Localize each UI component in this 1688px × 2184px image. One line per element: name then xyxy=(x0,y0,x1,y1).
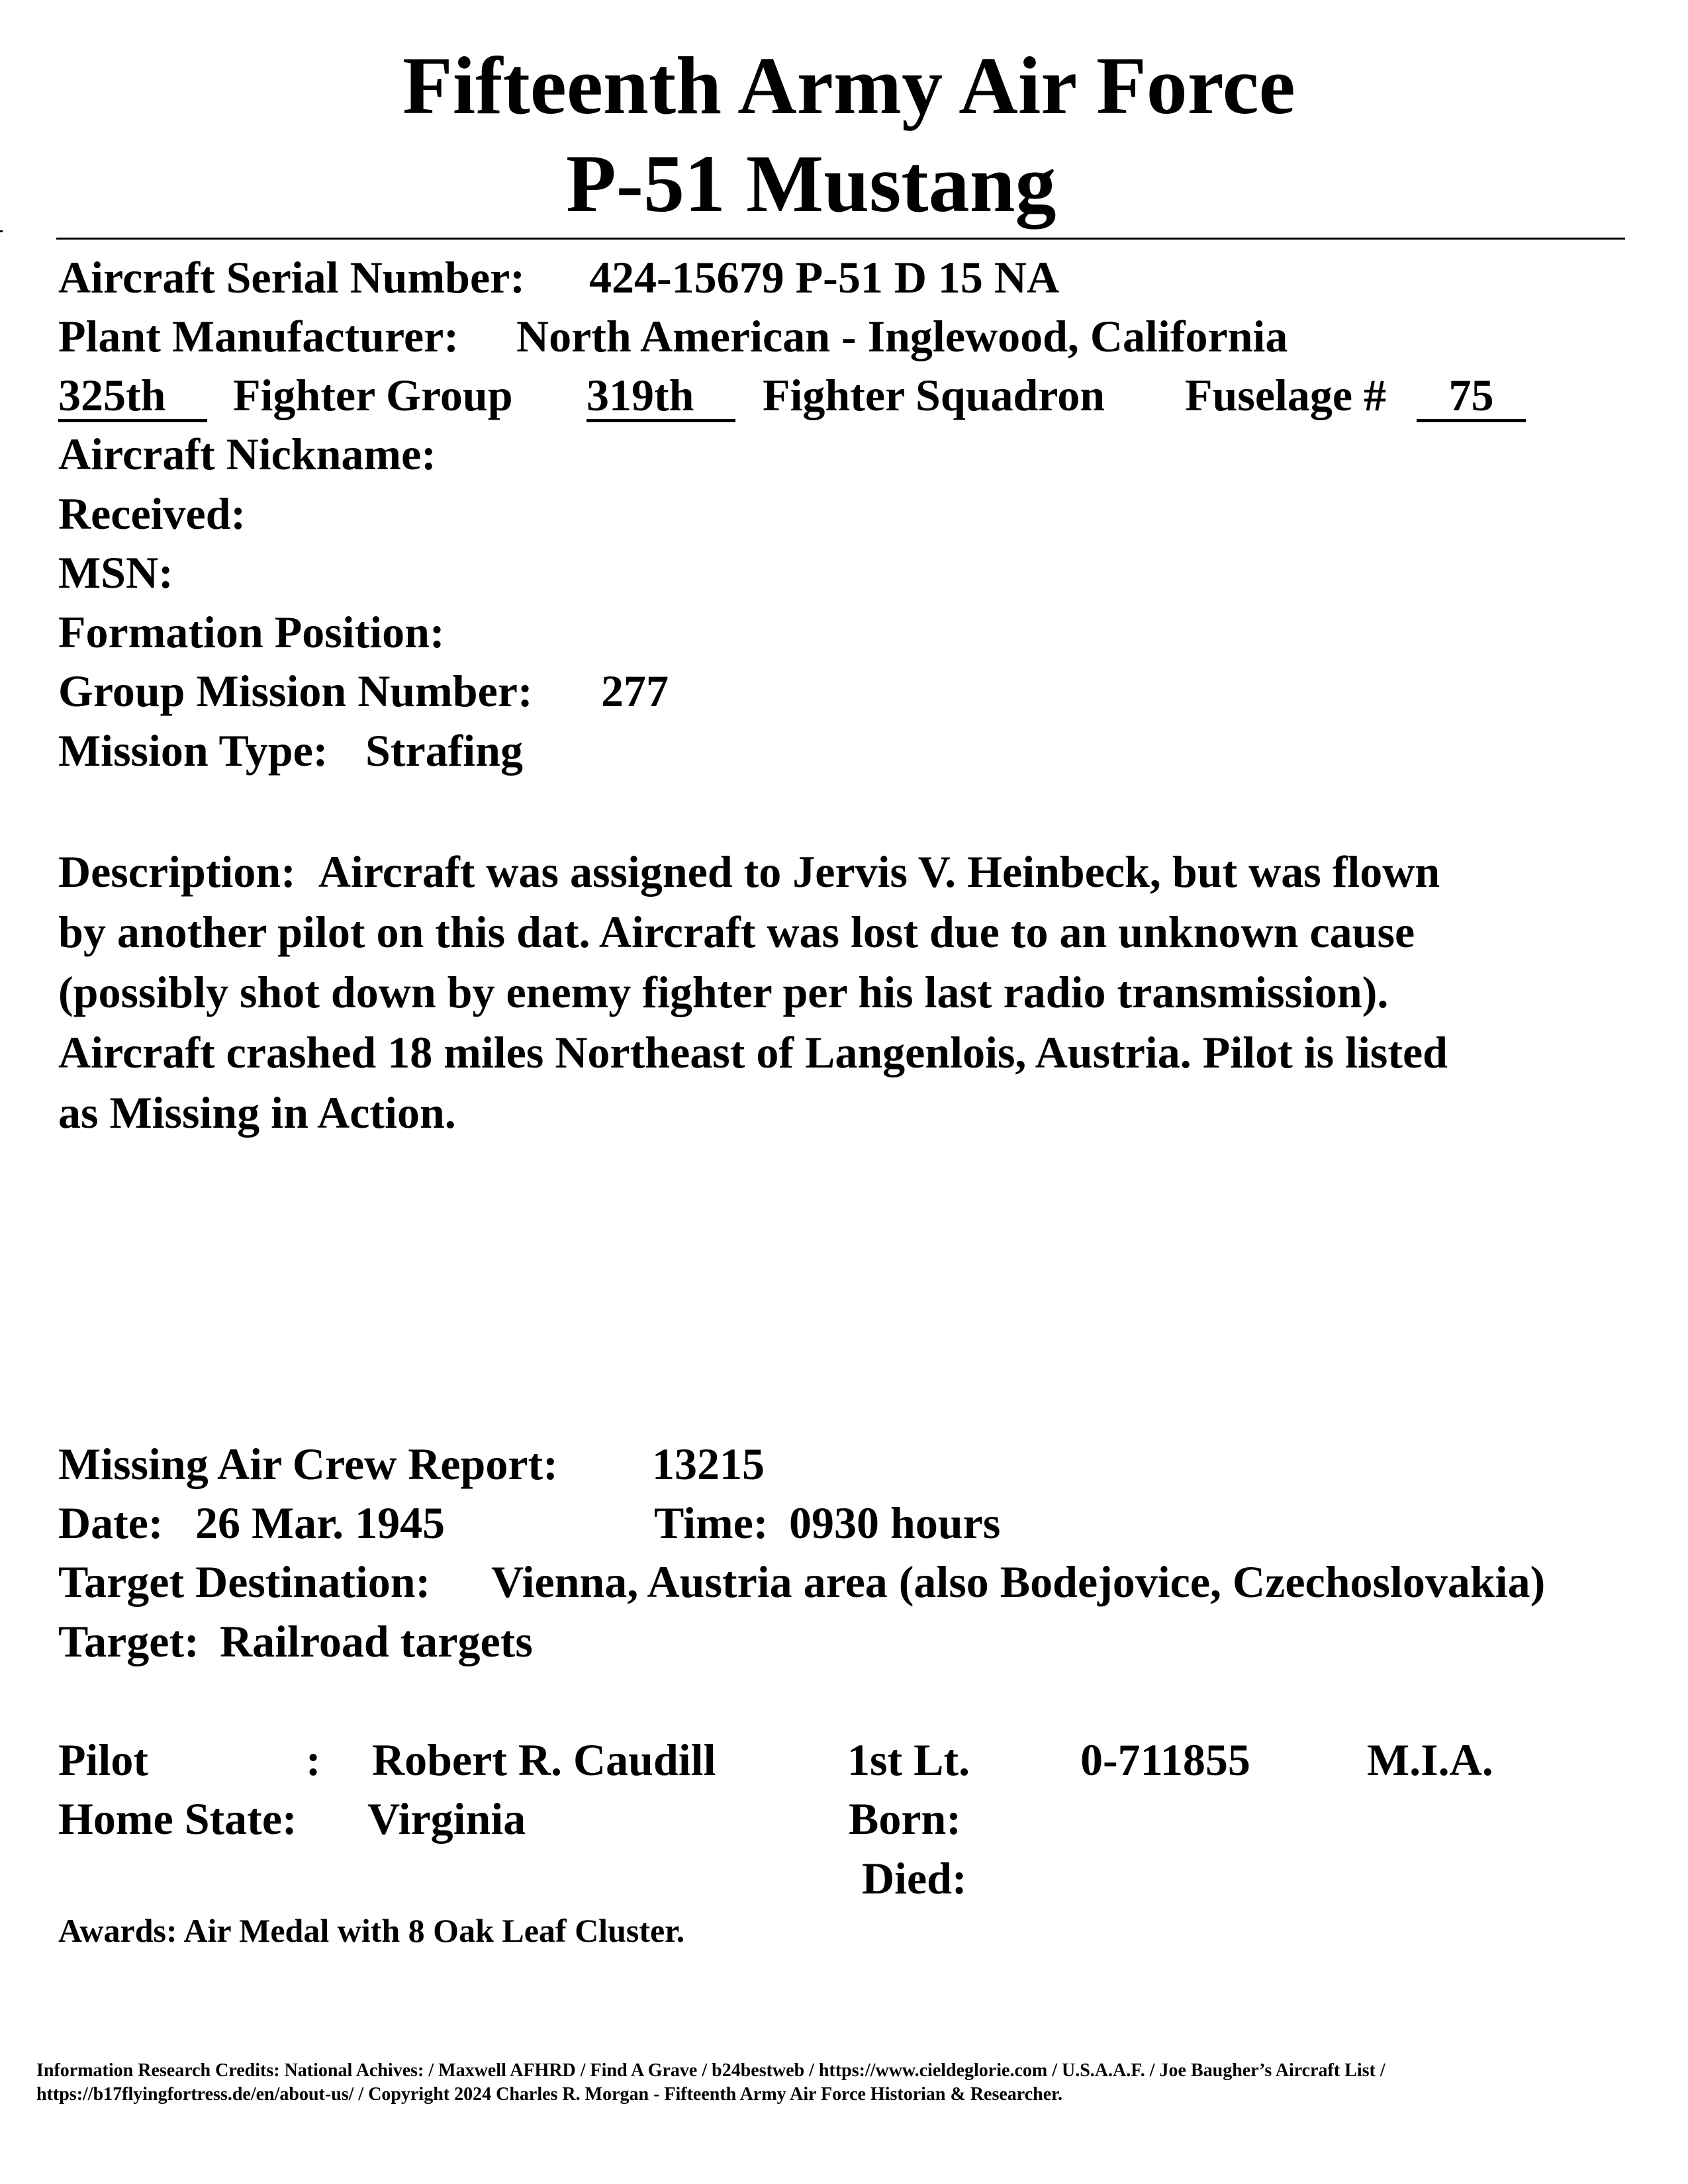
mission-type-label: Mission Type: xyxy=(58,725,328,776)
group-value xyxy=(58,370,207,422)
home-state-label: Home State: xyxy=(58,1794,297,1844)
died-label: Died: xyxy=(862,1853,967,1903)
mission-number-label: Group Mission Number: xyxy=(58,666,533,716)
credits-line-1: Information Research Credits: National Achives: / Maxwell AFHRD / Find A Grave / b24bestweb / https://www.cieldeglorie.com / U.S.A.A.F. / Joe Baugher’s Aircraft List / xyxy=(36,2060,1385,2081)
pilot-label: Pilot xyxy=(58,1735,148,1785)
manufacturer-label: Plant Manufacturer: xyxy=(58,311,459,361)
fuselage-value xyxy=(1417,370,1526,422)
description-line-5: as Missing in Action. xyxy=(58,1087,456,1138)
description-line-1 xyxy=(58,842,1440,902)
destination-value: Vienna, Austria area (also Bodejovice, Czechoslovakia) xyxy=(491,1557,1546,1607)
formation-label: Formation Position: xyxy=(58,607,445,657)
squadron-label: Fighter Squadron xyxy=(763,370,1105,420)
macr-value: 13215 xyxy=(652,1439,765,1489)
mission-type-value: Strafing xyxy=(365,725,523,776)
pilot-rank: 1st Lt. xyxy=(847,1735,970,1785)
description-label: Description: xyxy=(58,846,296,897)
serial-label: Aircraft Serial Number: xyxy=(58,252,525,302)
born-label: Born: xyxy=(849,1794,961,1844)
description-line-2: by another pilot on this dat. Aircraft was lost due to an unknown cause xyxy=(58,907,1415,957)
credits-line-2: https://b17flyingfortress.de/en/about-us/ / Copyright 2024 Charles R. Morgan - Fifteenth Army Air Force Historian & Researcher. xyxy=(36,2084,1062,2105)
pilot-service-number: 0-711855 xyxy=(1080,1735,1250,1785)
description-line-4: Aircraft crashed 18 miles Northeast of Langenlois, Austria. Pilot is listed xyxy=(58,1027,1448,1077)
target-label: Target: xyxy=(58,1616,199,1666)
pilot-colon: : xyxy=(306,1735,321,1785)
received-label: Received: xyxy=(58,488,246,539)
serial-value: 424-15679 P-51 D 15 NA xyxy=(589,252,1060,302)
fuselage-label: Fuselage # xyxy=(1185,370,1387,420)
title-line-2: P-51 Mustang xyxy=(566,138,1056,229)
group-label: Fighter Group xyxy=(233,370,513,420)
description-line-3: (possibly shot down by enemy fighter per his last radio transmission). xyxy=(58,967,1389,1017)
title-line-1: Fifteenth Army Air Force xyxy=(402,40,1295,131)
pilot-name: Robert R. Caudill xyxy=(372,1735,716,1785)
awards: Awards: Air Medal with 8 Oak Leaf Cluster. xyxy=(58,1912,685,1949)
time-label: Time: xyxy=(654,1498,769,1548)
nickname-label: Aircraft Nickname: xyxy=(58,429,436,479)
time-value: 0930 hours xyxy=(789,1498,1001,1548)
group-number: 325th xyxy=(58,373,207,422)
mission-number-value: 277 xyxy=(601,666,669,716)
squadron-number: 319th xyxy=(586,373,735,422)
description-text-1: Aircraft was assigned to Jervis V. Heinbeck, but was flown xyxy=(318,846,1440,897)
date-label: Date: xyxy=(58,1498,164,1548)
macr-label: Missing Air Crew Report: xyxy=(58,1439,558,1489)
date-value: 26 Mar. 1945 xyxy=(195,1498,445,1548)
squadron-value xyxy=(586,370,735,422)
destination-label: Target Destination: xyxy=(58,1557,431,1607)
target-value: Railroad targets xyxy=(220,1616,533,1666)
pilot-status: M.I.A. xyxy=(1367,1735,1493,1785)
home-state-value: Virginia xyxy=(367,1794,526,1844)
manufacturer-value: North American - Inglewood, California xyxy=(516,311,1288,361)
msn-label: MSN: xyxy=(58,547,173,598)
margin-tick xyxy=(0,230,3,232)
title-rule xyxy=(56,238,1625,240)
fuselage-number: 75 xyxy=(1417,373,1526,422)
